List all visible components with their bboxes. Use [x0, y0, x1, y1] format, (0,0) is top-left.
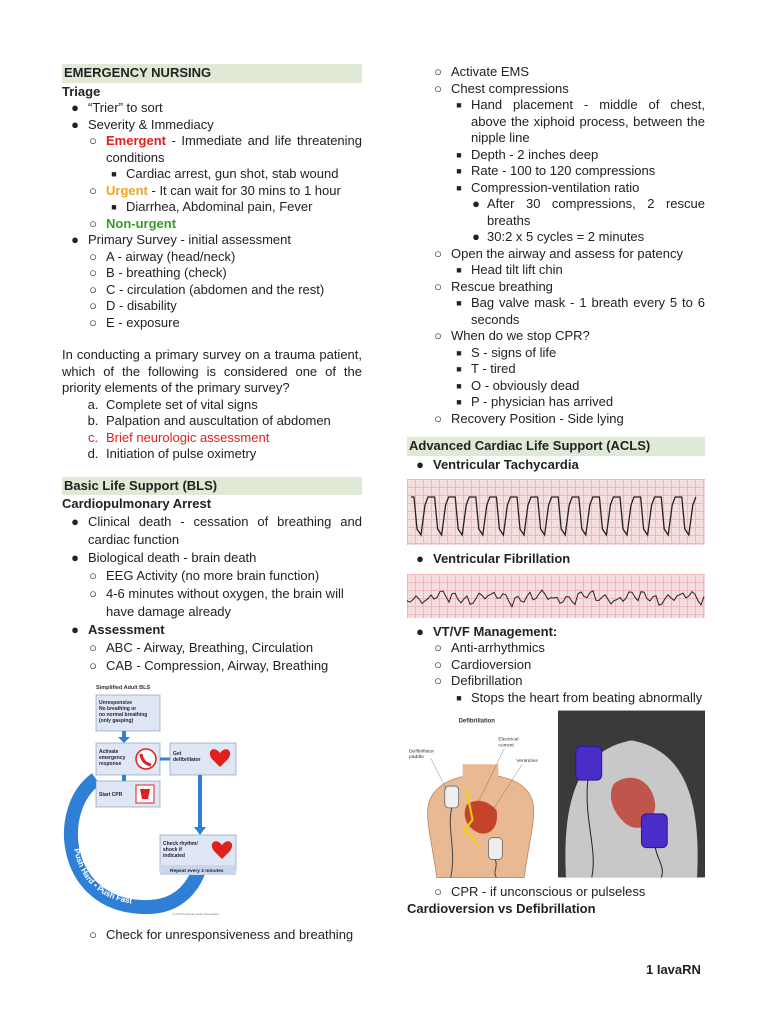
list-item: ○ D - disability: [89, 298, 177, 313]
list-item: ■ Depth - 2 inches deep: [456, 146, 599, 162]
arrest-heading: Cardiopulmonary Arrest: [62, 496, 212, 511]
section-heading-bls: Basic Life Support (BLS): [62, 477, 362, 496]
list-item: ■ S - signs of life: [456, 344, 557, 360]
list-item: ● Severity & Immediacy: [71, 116, 214, 132]
vt-waveform: [411, 497, 696, 535]
list-item: ■ Compression-ventilation ratio: [456, 179, 640, 195]
triage-heading: Triage: [62, 83, 101, 99]
option-a: a. Complete set of vital signs: [87, 396, 258, 412]
arrow-head-3: [194, 827, 206, 835]
list-item: ○ CPR - if unconscious or pulseless: [434, 884, 646, 899]
arc-text: Push Hard • Push Fast: [72, 847, 133, 906]
bls-flowchart-figure: [62, 679, 242, 919]
list-item: ● Primary Survey - initial assessment: [71, 232, 291, 247]
list-item: ■ Stops the heart from beating abnormally: [456, 689, 703, 705]
option-b: b. Palpation and auscultation of abdomen: [87, 413, 331, 428]
fig-copyright: © 2010 American Heart Association: [172, 911, 220, 916]
paddle-upper: [445, 786, 459, 808]
list-item: ■ Bag valve mask - 1 breath every 5 to 6 seconds: [456, 295, 705, 327]
list-item: ■ Diarrhea, Abdominal pain, Fever: [111, 199, 313, 214]
list-item: ● Clinical death - cessation of breathing and cardiac function: [71, 513, 362, 547]
neck: [463, 764, 499, 782]
list-item: ● “Trier” to sort: [71, 100, 163, 115]
option-d: d. Initiation of pulse oximetry: [87, 446, 257, 461]
list-item: ■ O - obviously dead: [456, 377, 580, 393]
defib-fig-title: Defibrillation: [458, 718, 495, 725]
pad-lower: [641, 814, 667, 848]
phone-icon: [136, 749, 156, 769]
pad-upper: [576, 746, 602, 780]
list-item: ● Biological death - brain death: [71, 549, 257, 565]
page-footer: 1 IavaRN: [646, 962, 701, 977]
list-item: ○ Check for unresponsiveness and breathing: [89, 927, 354, 942]
vt-ecg-strip: [407, 479, 705, 545]
list-item: ○ A - airway (head/neck): [89, 248, 236, 264]
list-item: ○ ABC - Airway, Breathing, Circulation: [89, 639, 314, 655]
list-item: ■ P - physician has arrived: [456, 394, 614, 409]
list-item: ○ When do we stop CPR?: [434, 328, 590, 343]
list-item: ○ Activate EMS: [434, 64, 530, 79]
list-item: ● 30:2 x 5 cycles = 2 minutes: [472, 229, 645, 244]
list-item: ○ Rescue breathing: [434, 278, 553, 294]
list-item: ○ Chest compressions: [434, 80, 569, 96]
defib-pads-photo: [558, 710, 705, 878]
list-item: ○ CAB - Compression, Airway, Breathing: [89, 657, 329, 673]
list-item-emergent: ○ Emergent - Immediate and life threatening conditions: [89, 133, 362, 165]
box2-text: Activate emergency response: [99, 748, 126, 767]
list-item: ○ E - exposure: [89, 314, 180, 330]
list-item: ■ Head tilt lift chin: [456, 262, 563, 277]
box4-text: Start CPR: [99, 791, 123, 798]
label-ventricles: Ventricles: [516, 759, 538, 765]
list-item-non-urgent: ○ Non-urgent: [89, 215, 177, 231]
question-text: In conducting a primary survey on a trauma patient, which of the following is considered one of the priority elements of the primary survey?: [62, 347, 362, 395]
box5-text: Check rhythm/ shock if indicated: [163, 840, 198, 859]
list-item: ○ B - breathing (check): [89, 265, 227, 280]
right-column: [407, 64, 705, 917]
list-item: ○ C - circulation (abdomen and the rest): [89, 281, 325, 297]
list-item: ■ T - tired: [456, 361, 516, 376]
list-item: ■ Cardiac arrest, gun shot, stab wound: [111, 166, 339, 181]
box1-text: Unresponsive No breathing or no normal breathing (only gasping): [99, 699, 148, 724]
section-heading-emergency-nursing: EMERGENCY NURSING: [62, 64, 362, 83]
arrow-head-1: [118, 737, 130, 743]
cvd-heading: Cardioversion vs Defibrillation: [407, 900, 596, 916]
vf-heading: ● Ventricular Fibrillation: [416, 551, 571, 566]
leader-1: [431, 758, 447, 790]
list-item: ● Assessment: [71, 621, 165, 637]
vf-ecg-strip: [407, 574, 705, 618]
list-item: ■ Rate - 100 to 120 compressions: [456, 163, 656, 178]
label-current: Electrical current: [498, 737, 519, 749]
box3-text: Get defibrillator: [173, 750, 201, 763]
defib-figures: [407, 710, 705, 878]
box5-repeat: Repeat every 2 minutes: [170, 868, 224, 874]
list-item: ○ Anti-arrhythmics: [434, 640, 545, 655]
list-item: ■ Hand placement - middle of chest, above the xiphoid process, between the nipple line: [456, 97, 705, 145]
list-item: ○ Defibrillation: [434, 673, 523, 688]
vt-heading: ● Ventricular Tachycardia: [416, 456, 579, 472]
bls-fig-title: Simplified Adult BLS: [96, 684, 151, 691]
list-item: ● After 30 compressions, 2 rescue breaths: [472, 196, 705, 228]
defib-diagram: [407, 710, 552, 878]
list-item: ○ EEG Activity (no more brain function): [89, 567, 320, 583]
list-item: ○ Cardioversion: [434, 656, 532, 672]
list-item: ○ Recovery Position - Side lying: [434, 410, 624, 426]
left-column: [62, 64, 362, 944]
option-c-answer: c. Brief neurologic assessment: [87, 429, 270, 445]
mgmt-heading: ● VT/VF Management:: [416, 623, 558, 639]
list-item-urgent: ○ Urgent - It can wait for 30 mins to 1 hour: [89, 182, 341, 198]
list-item: ○ Open the airway and assess for patency: [434, 245, 683, 261]
list-item: ○ 4-6 minutes without oxygen, the brain will have damage already: [89, 585, 344, 619]
section-heading-acls: Advanced Cardiac Life Support (ACLS): [407, 437, 705, 456]
label-paddle: Defibrillator paddle: [408, 749, 435, 761]
paddle-lower: [488, 838, 502, 860]
vf-waveform: [407, 590, 704, 607]
